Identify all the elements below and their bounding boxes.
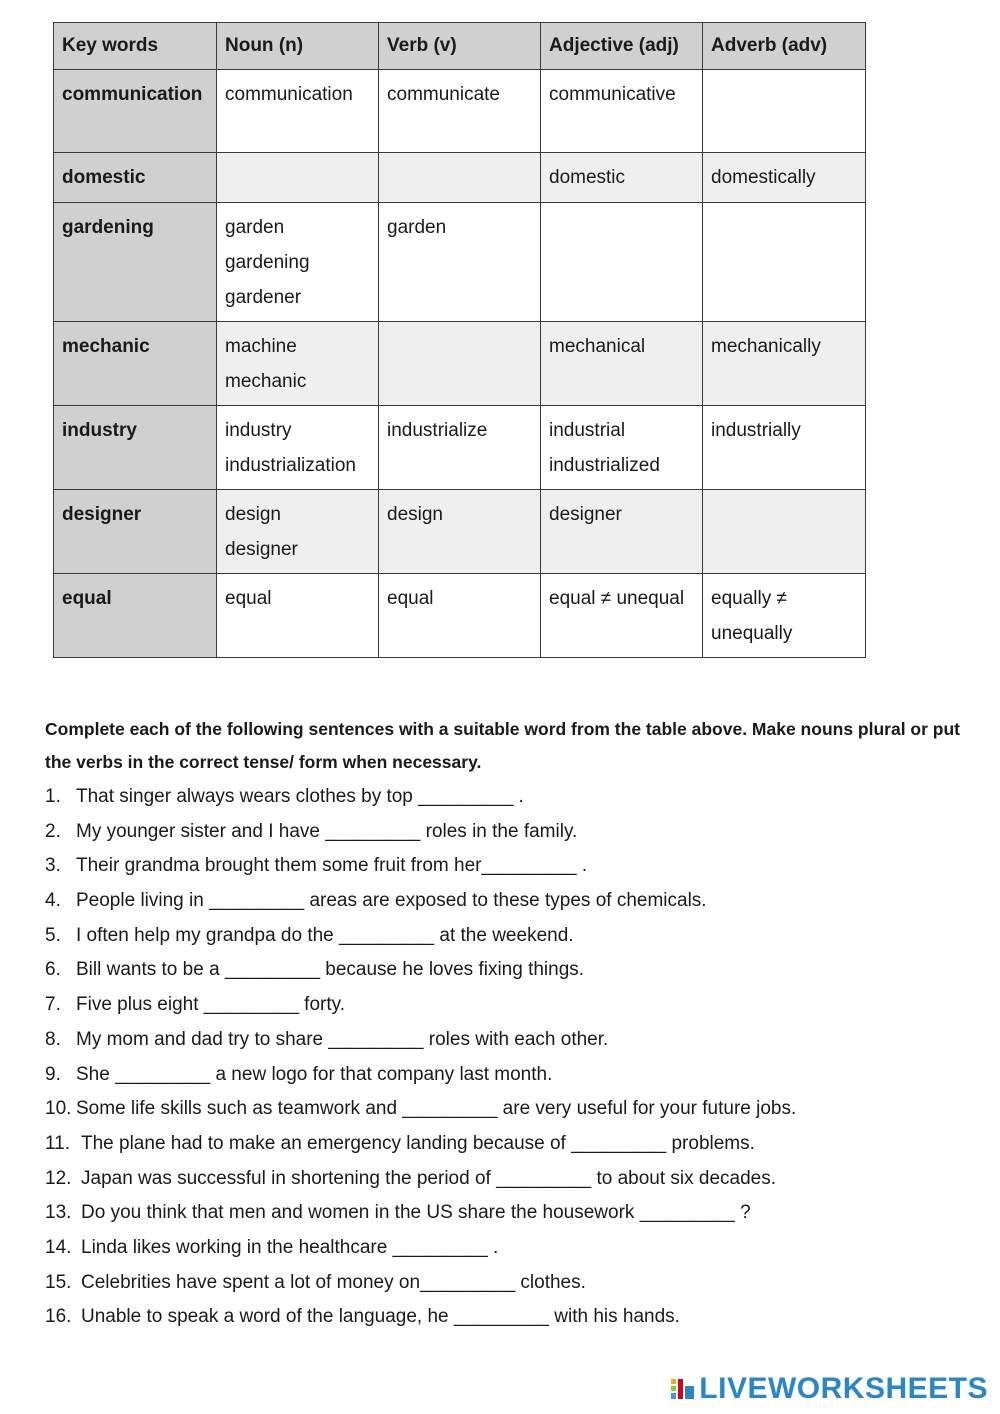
verb-cell — [379, 490, 541, 574]
key-word-cell: gardening — [54, 203, 217, 322]
question-item — [45, 919, 975, 954]
question-item — [45, 953, 975, 988]
adjective-cell — [541, 406, 703, 490]
word-form: equally ≠ — [711, 588, 787, 609]
table-row — [54, 203, 866, 322]
question-number: 4. — [45, 890, 61, 912]
table-row — [54, 153, 866, 203]
adverb-cell — [703, 574, 866, 658]
noun-cell — [217, 322, 379, 406]
key-word-cell: industry — [54, 406, 217, 490]
table-header-row — [54, 23, 866, 70]
question-text: The plane had to make an emergency landing because of _________ problems. — [81, 1132, 755, 1154]
question-number: 14. — [45, 1236, 72, 1258]
noun-cell — [217, 153, 379, 203]
verb-cell — [379, 406, 541, 490]
question-item — [45, 780, 975, 815]
liveworksheets-logo — [671, 1372, 988, 1406]
question-text: Do you think that men and women in the US share the housework _________ ? — [81, 1202, 751, 1224]
question-number: 3. — [45, 855, 61, 877]
header-noun: Noun (n) — [217, 23, 379, 70]
question-text: Five plus eight _________ forty. — [76, 994, 345, 1016]
word-form: industrialize — [387, 420, 488, 441]
question-text: My younger sister and I have _________ roles in the family. — [76, 820, 578, 842]
question-text: Unable to speak a word of the language, he _________ with his hands. — [81, 1306, 680, 1328]
adverb-cell — [703, 153, 866, 203]
adjective-cell — [541, 490, 703, 574]
verb-cell — [379, 574, 541, 658]
question-text: I often help my grandpa do the _________ at the weekend. — [76, 924, 574, 946]
word-form: domestically — [711, 167, 816, 188]
word-form: communication — [225, 84, 353, 105]
word-form: equal ≠ unequal — [549, 588, 685, 609]
question-number: 9. — [45, 1063, 61, 1085]
liveworksheets-logo-icon — [671, 1377, 695, 1401]
question-number: 12. — [45, 1167, 72, 1189]
verb-cell — [379, 70, 541, 153]
question-item — [45, 884, 975, 919]
question-number: 7. — [45, 994, 61, 1016]
word-form: communicative — [549, 84, 676, 105]
word-form: garden — [225, 217, 285, 238]
question-text: Bill wants to be a _________ because he loves fixing things. — [76, 959, 585, 981]
question-item — [45, 1023, 975, 1058]
question-item — [45, 988, 975, 1023]
question-item — [45, 1300, 975, 1335]
word-form: designer — [225, 539, 298, 560]
adverb-cell — [703, 70, 866, 153]
table-row — [54, 406, 866, 490]
question-number: 5. — [45, 924, 61, 946]
adverb-cell — [703, 490, 866, 574]
key-word-cell: communication — [54, 70, 217, 153]
table-row — [54, 322, 866, 406]
word-form: gardener — [225, 287, 302, 308]
adverb-cell — [703, 203, 866, 322]
verb-cell — [379, 322, 541, 406]
adverb-cell — [703, 322, 866, 406]
question-text: People living in _________ areas are exposed to these types of chemicals. — [76, 890, 707, 912]
question-text: Japan was successful in shortening the period of _________ to about six decades. — [81, 1167, 777, 1189]
exercise-instructions: Complete each of the following sentences with a suitable word from the table above. Make nouns plural or put the verbs in the correct tense/ form when necessary. — [45, 719, 960, 772]
word-forms-table — [53, 22, 866, 658]
question-number: 10. — [45, 1098, 72, 1120]
question-list — [45, 780, 975, 1335]
adverb-cell — [703, 406, 866, 490]
word-form: design — [387, 504, 443, 525]
question-number: 6. — [45, 959, 61, 981]
question-text: Their grandma brought them some fruit from her_________ . — [76, 855, 588, 877]
verb-cell — [379, 153, 541, 203]
question-number: 15. — [45, 1271, 72, 1293]
word-form: industrialized — [549, 455, 660, 476]
word-form: industrially — [711, 420, 801, 441]
word-form: industry — [225, 420, 292, 441]
header-verb: Verb (v) — [379, 23, 541, 70]
header-adverb: Adverb (adv) — [703, 23, 866, 70]
word-form: industrialization — [225, 455, 356, 476]
question-number: 13. — [45, 1202, 72, 1224]
adjective-cell — [541, 322, 703, 406]
header-key-words: Key words — [54, 23, 217, 70]
question-number: 1. — [45, 786, 61, 807]
question-text: Celebrities have spent a lot of money on_________ clothes. — [81, 1271, 586, 1293]
question-number: 2. — [45, 820, 61, 842]
question-text: That singer always wears clothes by top _________ . — [76, 786, 524, 807]
adjective-cell — [541, 203, 703, 322]
noun-cell — [217, 203, 379, 322]
key-word-cell: domestic — [54, 153, 217, 203]
question-item — [45, 1127, 975, 1162]
question-number: 16. — [45, 1306, 72, 1328]
word-form: gardening — [225, 252, 310, 273]
noun-cell — [217, 490, 379, 574]
word-form: industrial — [549, 420, 626, 441]
adjective-cell — [541, 574, 703, 658]
key-word-cell: mechanic — [54, 322, 217, 406]
verb-cell — [379, 203, 541, 322]
question-item — [45, 849, 975, 884]
question-item — [45, 1231, 975, 1266]
header-adjective: Adjective (adj) — [541, 23, 703, 70]
question-number: 11. — [45, 1132, 71, 1154]
adjective-cell — [541, 70, 703, 153]
word-form: mechanic — [225, 371, 307, 392]
question-item — [45, 1058, 975, 1093]
word-form: domestic — [549, 167, 626, 188]
logo-text: LIVEWORKSHEETS — [699, 1372, 988, 1405]
word-form: designer — [549, 504, 622, 525]
question-item — [45, 1162, 975, 1197]
word-form: equal — [225, 588, 272, 609]
key-word-cell: equal — [54, 574, 217, 658]
word-form: garden — [387, 217, 447, 238]
adjective-cell — [541, 153, 703, 203]
word-form: equal — [387, 588, 434, 609]
question-text: She _________ a new logo for that company last month. — [76, 1063, 553, 1085]
key-word-cell: designer — [54, 490, 217, 574]
table-row — [54, 574, 866, 658]
question-text: Some life skills such as teamwork and _________ are very useful for your future jobs. — [76, 1098, 797, 1120]
word-form: communicate — [387, 84, 500, 105]
question-item — [45, 815, 975, 850]
question-item — [45, 1196, 975, 1231]
question-item — [45, 1266, 975, 1301]
noun-cell — [217, 574, 379, 658]
table-row — [54, 70, 866, 153]
question-text: My mom and dad try to share _________ roles with each other. — [76, 1028, 609, 1050]
word-form: unequally — [711, 623, 793, 644]
word-form: mechanical — [549, 336, 646, 357]
word-form: design — [225, 504, 281, 525]
question-number: 8. — [45, 1028, 61, 1050]
question-item — [45, 1092, 975, 1127]
word-form: mechanically — [711, 336, 821, 357]
word-form: machine — [225, 336, 297, 357]
noun-cell — [217, 70, 379, 153]
question-text: Linda likes working in the healthcare _________ . — [81, 1236, 499, 1258]
noun-cell — [217, 406, 379, 490]
table-row — [54, 490, 866, 574]
